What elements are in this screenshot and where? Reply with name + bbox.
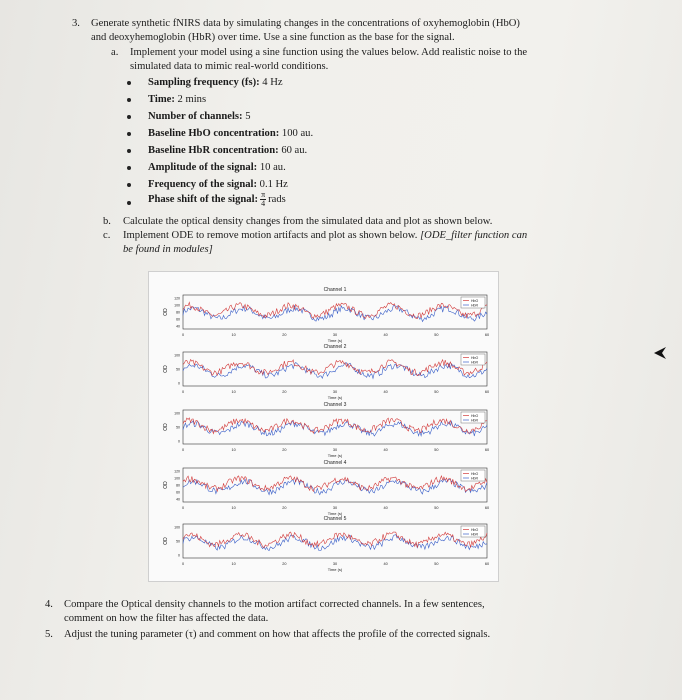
y-tick-label: 100 [174,411,180,416]
y-tick-label: 100 [174,353,180,358]
panel-title: Channel 4 [323,460,347,466]
bullet-dot [127,149,131,153]
q3a-line-2: simulated data to mimic real-world conditions. [130,61,329,72]
bullet-dot [127,201,131,205]
panel-title: Channel 2 [323,344,347,350]
y-axis-label: OD [163,537,169,545]
x-tick-label: 20 [282,562,287,566]
q3c-line-1: Implement ODE to remove motion artifacts and plot as shown below. [ODE_filter function can [123,230,528,241]
list-item: Amplitude of the signal: 10 au. [148,162,286,173]
x-tick-label: 50 [434,562,439,566]
x-axis-label: Time (s) [327,511,343,516]
x-tick-label: 40 [383,390,388,394]
legend-hbo-label: HbO [471,472,479,476]
y-tick-label: 50 [176,425,180,430]
q3a-label: a. [111,47,119,58]
y-tick-label: 100 [174,476,180,481]
x-tick-label: 50 [434,448,439,452]
x-axis-label: Time (s) [327,395,343,400]
x-tick-label: 20 [282,448,287,452]
hbo-series-line [183,360,487,376]
x-tick-label: 40 [383,506,388,510]
panel-title: Channel 1 [323,287,347,293]
q4-line-2: comment on how the filter has affected the data. [64,613,269,624]
pi-over-4-fraction: $\frac{\pi}{4}$ [261,190,266,209]
x-tick-label: 60 [484,390,490,394]
y-tick-label: 120 [174,296,180,301]
x-tick-label: 60 [484,333,490,337]
list-item: Frequency of the signal: 0.1 Hz [148,179,288,190]
x-tick-label: 0 [181,390,185,394]
x-tick-label: 0 [181,333,185,337]
y-tick-label: 40 [176,497,180,502]
y-axis-label: OD [163,423,169,431]
q3b-label: b. [103,216,111,227]
x-tick-label: 50 [434,390,439,394]
channels-chart [149,272,498,581]
x-tick-label: 40 [383,333,388,337]
bullet-dot [127,166,131,170]
list-item: Baseline HbO concentration: 100 au. [148,128,314,139]
x-tick-label: 60 [484,506,490,510]
x-tick-label: 10 [231,562,236,566]
bullet-dot [127,115,131,119]
panel-frame [183,352,487,386]
q3-line-2: and deoxyhemoglobin (HbR) over time. Use a sine function as the base for the signal. [91,32,455,43]
x-tick-label: 30 [332,562,338,566]
list-item: Time: 2 mins [148,94,207,105]
panel-title: Channel 3 [323,402,347,408]
y-axis-label: OD [163,481,169,489]
legend-hbo-label: HbO [471,299,479,303]
q3-line-1: Generate synthetic fNIRS data by simulating changes in the concentrations of oxyhemoglobin (HbO) [91,18,520,29]
legend-hbr-label: HbR [471,360,479,365]
x-tick-label: 60 [484,448,490,452]
y-tick-label: 40 [176,324,180,329]
x-tick-label: 10 [231,390,236,394]
q3c-line-2: be found in modules] [123,244,213,255]
q4-number: 4. [45,599,53,610]
x-tick-label: 20 [282,333,287,337]
q3c-label: c. [103,230,111,241]
legend-hbr-label: HbR [471,303,479,308]
y-tick-label: 120 [174,469,180,474]
x-tick-label: 10 [231,333,236,337]
y-tick-label: 60 [176,490,180,495]
bullet-dot [127,81,131,85]
bullet-dot [127,98,131,102]
x-tick-label: 20 [282,506,287,510]
y-tick-label: 60 [176,317,180,322]
bullet-dot [127,183,131,187]
legend-hbo-label: HbO [471,356,479,360]
x-tick-label: 30 [332,506,338,510]
channels-figure [148,271,499,582]
y-axis-label: OD [163,365,169,373]
q3-number: 3. [72,18,80,29]
y-tick-label: 100 [174,303,180,308]
x-tick-label: 10 [231,506,236,510]
panel-title: Channel 5 [323,516,347,522]
x-axis-label: Time (s) [327,338,343,343]
list-item: Number of channels: 5 [148,111,251,122]
x-tick-label: 20 [282,390,287,394]
x-tick-label: 50 [434,333,439,337]
bullet-dot [127,132,131,136]
list-item: Phase shift of the signal: $\frac{\pi}{4}$ rads [148,190,286,209]
x-tick-label: 40 [383,448,388,452]
x-tick-label: 0 [181,448,185,452]
y-tick-label: 0 [178,381,180,386]
legend-hbo-label: HbO [471,528,479,532]
q3b-text: Calculate the optical density changes from the simulated data and plot as shown below. [123,216,493,227]
x-tick-label: 0 [181,506,185,510]
q4-line-1: Compare the Optical density channels to the motion artifact corrected channels. In a few sentences, [64,599,485,610]
q5-number: 5. [45,629,53,640]
q3a-line-1: Implement your model using a sine function using the values below. Add realistic noise to the [130,47,528,58]
cursor-arrow-icon [652,345,668,361]
panel-frame [183,468,487,502]
legend-hbr-label: HbR [471,532,479,537]
list-item: Baseline HbR concentration: 60 au. [148,145,308,156]
legend-hbr-label: HbR [471,418,479,423]
x-tick-label: 30 [332,390,338,394]
x-tick-label: 60 [484,562,490,566]
x-tick-label: 0 [181,562,185,566]
legend-hbo-label: HbO [471,414,479,418]
x-tick-label: 30 [332,333,338,337]
y-tick-label: 80 [176,310,180,315]
hbo-series-line [183,476,487,492]
y-tick-label: 100 [174,525,180,530]
legend-hbr-label: HbR [471,476,479,481]
panel-frame [183,295,487,329]
q5-line-1: Adjust the tuning parameter (τ) and comment on how that affects the profile of the corrected signals. [64,629,491,640]
hbr-series-line [183,305,487,321]
y-axis-label: OD [163,308,169,316]
y-tick-label: 80 [176,483,180,488]
y-tick-label: 0 [178,439,180,444]
x-tick-label: 40 [383,562,388,566]
list-item: Sampling frequency (fs): 4 Hz [148,77,283,88]
x-tick-label: 50 [434,506,439,510]
x-tick-label: 10 [231,448,236,452]
x-axis-label: Time (s) [327,453,343,458]
hbo-series-line [183,418,487,434]
x-tick-label: 30 [332,448,338,452]
y-tick-label: 50 [176,367,180,372]
y-tick-label: 0 [178,553,180,558]
y-tick-label: 50 [176,539,180,544]
x-axis-label: Time (s) [327,567,343,572]
